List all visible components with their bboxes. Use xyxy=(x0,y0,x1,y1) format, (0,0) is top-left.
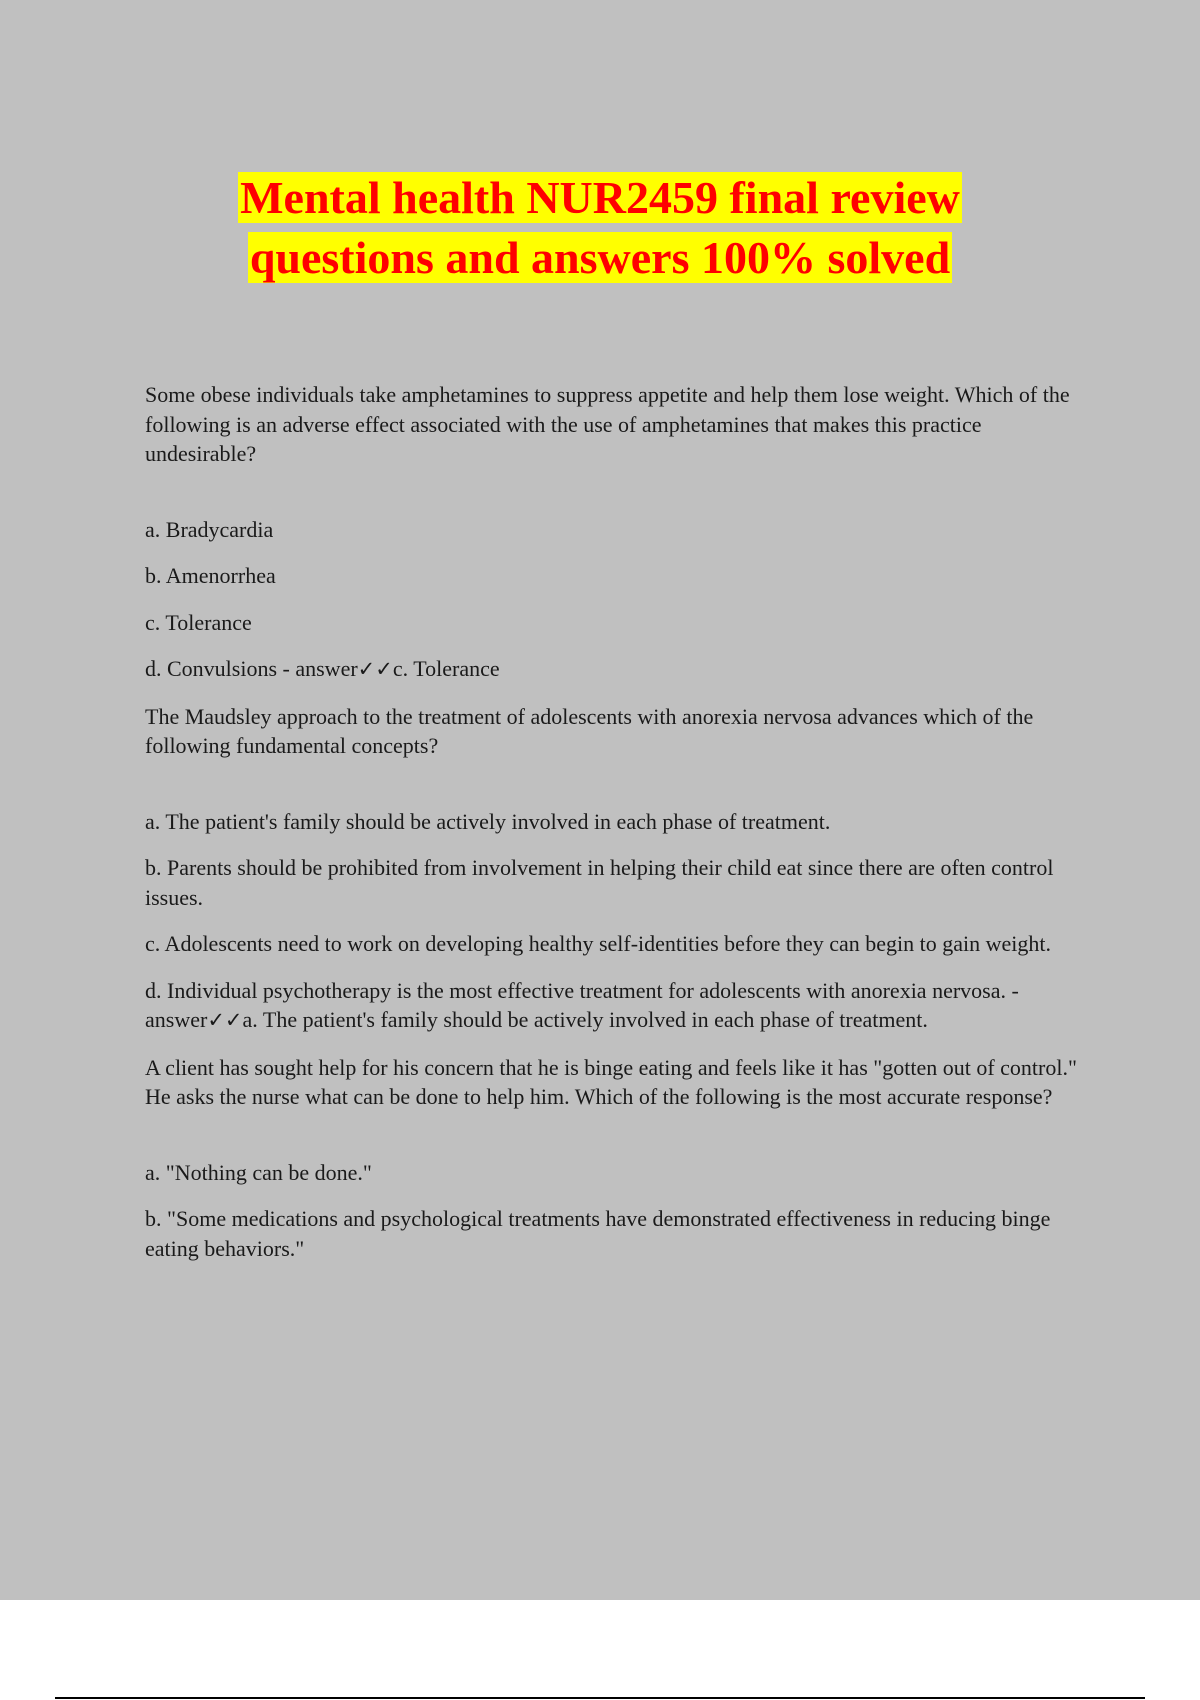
answer-option-with-answer xyxy=(145,654,1090,685)
answer-option: c. Adolescents need to work on developing healthy self-identities before they can begin to gain weight. xyxy=(145,931,1052,956)
question-stem: Some obese individuals take amphetamines to suppress appetite and help them lose weight. Which of the following is an adverse effect associated with the use of amphetamines that makes this practice undesirable? xyxy=(145,382,1070,466)
answer-option-text: d. Convulsions - xyxy=(145,656,296,681)
answer-option-text: d. Individual psychotherapy is the most effective treatment for adolescents with anorexia nervosa. - xyxy=(145,977,1019,1003)
title-line-2: questions and answers 100% solved xyxy=(249,232,951,283)
check-icon: ✓✓ xyxy=(357,657,393,681)
footer-divider xyxy=(55,1697,1145,1699)
answer-option-with-answer xyxy=(145,976,1090,1036)
check-icon: ✓✓ xyxy=(207,1008,243,1032)
answer-label: answer xyxy=(145,1007,208,1032)
question-stem: The Maudsley approach to the treatment of adolescents with anorexia nervosa advances which of the following fundamental concepts? xyxy=(145,703,1034,758)
document-title xyxy=(0,168,1200,288)
correct-answer: a. The patient's family should be actively involved in each phase of treatment. xyxy=(242,1007,928,1032)
answer-option: c. Tolerance xyxy=(145,609,252,635)
answer-option: a. The patient's family should be actively involved in each phase of treatment. xyxy=(145,808,831,834)
answer-option: b. Parents should be prohibited from involvement in helping their child eat since there are often control issues. xyxy=(145,855,1054,910)
questions-body xyxy=(145,380,1090,1263)
title-line-1: Mental health NUR2459 final review xyxy=(240,172,960,223)
question-stem: A client has sought help for his concern that he is binge eating and feels like it has "gotten out of control." He asks the nurse what can be done to help him. Which of the following is the most accurate response? xyxy=(145,1054,1077,1109)
answer-option: a. "Nothing can be done." xyxy=(145,1159,372,1185)
answer-option: a. Bradycardia xyxy=(145,516,274,542)
answer-label: answer xyxy=(295,656,358,681)
correct-answer: c. Tolerance xyxy=(392,656,500,681)
answer-option: b. Amenorrhea xyxy=(145,563,276,588)
answer-option: b. "Some medications and psychological treatments have demonstrated effectiveness in reducing binge eating behaviors." xyxy=(145,1206,1051,1261)
